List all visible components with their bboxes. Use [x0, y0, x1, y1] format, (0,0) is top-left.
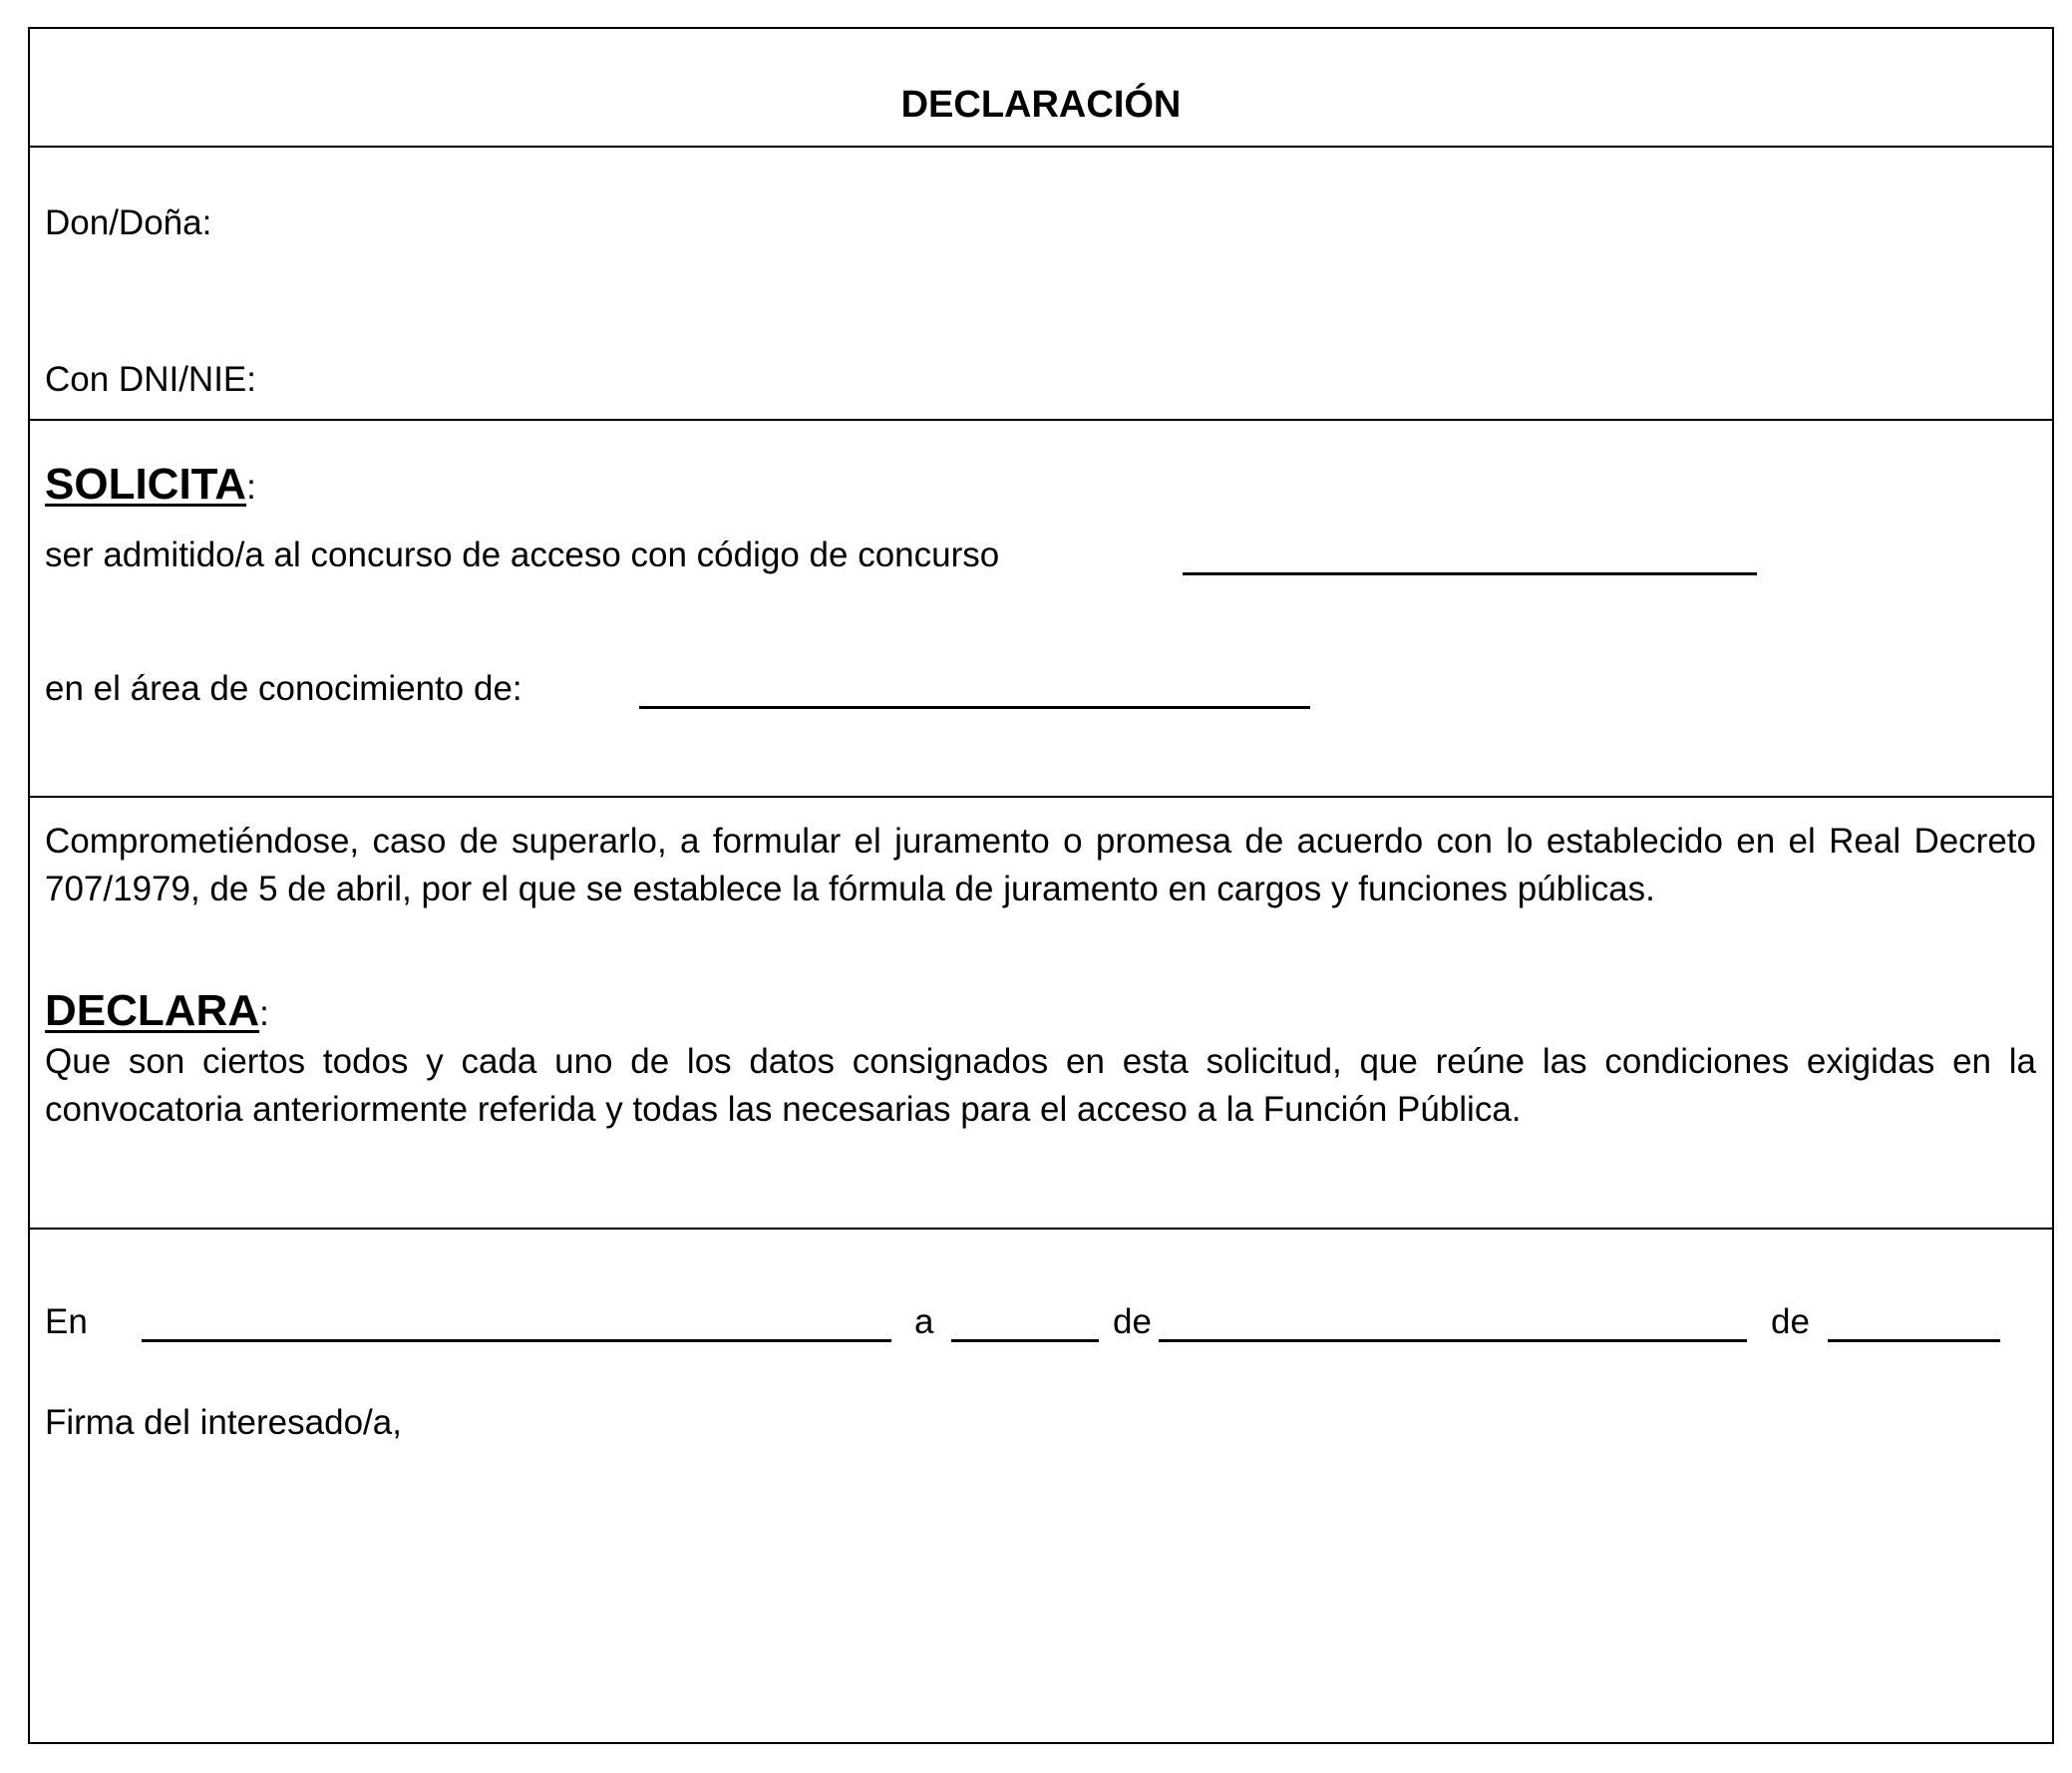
month-label: de [1113, 1302, 1152, 1341]
id-label: Con DNI/NIE: [45, 360, 256, 399]
signature-area[interactable] [45, 1466, 2029, 1725]
form-title: DECLARACIÓN [900, 84, 1182, 126]
year-label: de [1771, 1302, 1810, 1341]
area-field[interactable] [639, 706, 1310, 709]
contest-code-field[interactable] [1183, 572, 1757, 575]
place-label: En [45, 1302, 88, 1341]
declaration-text: Que son ciertos todos y cada uno de los datos consignados en esta solicitud, que reúne las condiciones exigidas en la convocatoria anteriormente referida y todas las necesarias para el acceso a la Función Pública. [45, 1042, 2036, 1129]
divider [28, 419, 2054, 421]
divider [28, 1228, 2054, 1230]
name-label: Don/Doña: [45, 203, 212, 242]
request-heading-text: SOLICITA [45, 460, 247, 509]
day-field[interactable] [951, 1339, 1099, 1342]
signature-label: Firma del interesado/a, [45, 1403, 402, 1442]
month-field[interactable] [1159, 1339, 1747, 1342]
contest-code-label: ser admitido/a al concurso de acceso con código de concurso [45, 535, 1000, 574]
commitment-text: Comprometiéndose, caso de superarlo, a formular el juramento o promesa de acuerdo con lo establecido en el Real Decreto 707/1979, de 5 de abril, por el que se establece la fórmula de juramento en cargos y funciones públicas. [45, 822, 2036, 908]
request-heading-colon: : [246, 468, 256, 507]
place-field[interactable] [142, 1339, 891, 1342]
divider [28, 146, 2054, 148]
year-field[interactable] [1828, 1339, 2000, 1342]
divider [28, 796, 2054, 798]
day-label: a [914, 1302, 934, 1341]
request-heading [45, 460, 256, 510]
declaration-heading-text: DECLARA [45, 986, 260, 1035]
declaration-heading [45, 986, 269, 1036]
area-label: en el área de conocimiento de: [45, 669, 522, 708]
declaration-heading-colon: : [259, 994, 269, 1033]
